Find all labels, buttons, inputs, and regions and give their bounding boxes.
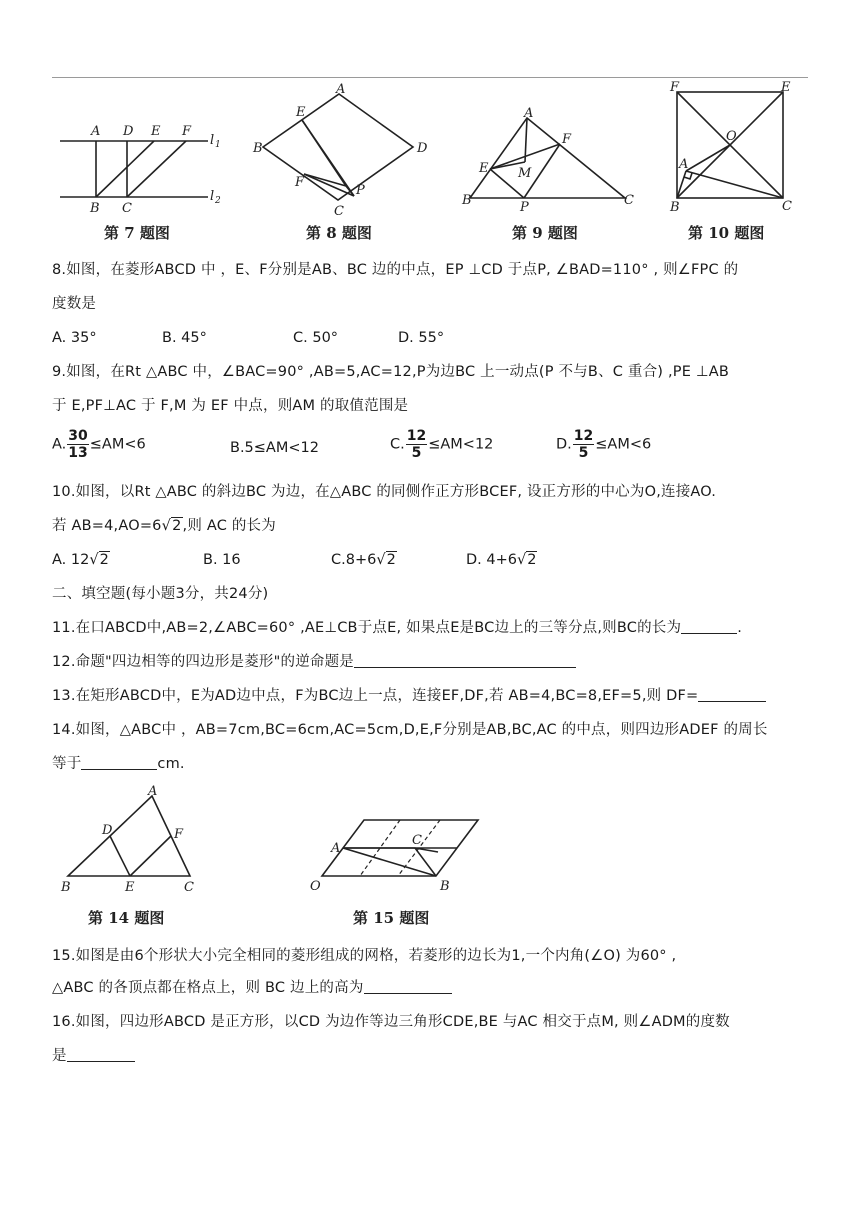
q10-option-b: B. 16 — [203, 552, 241, 568]
figure-10 — [664, 76, 804, 246]
q9-option-a-numerator: 30 — [68, 428, 88, 444]
fig7-label-F: F — [182, 124, 192, 139]
figure-8 — [250, 82, 440, 246]
fig9-caption: 第 9 题图 — [512, 224, 578, 242]
fig9-label-P: P — [520, 200, 529, 215]
q14-line-2-prefix: 等于 — [52, 756, 82, 772]
q10-option-a-prefix: A. 12 — [52, 552, 90, 568]
q10-option-a-radicand: 2 — [99, 552, 109, 568]
fig8-label-F: F — [295, 175, 305, 190]
q11-answer-blank — [681, 619, 737, 634]
fig7-label-C: C — [122, 201, 132, 216]
fig10-label-B: B — [670, 200, 680, 215]
fig7-label-D: D — [123, 124, 134, 139]
fig10-label-E: E — [781, 80, 791, 95]
fig14-label-E: E — [125, 880, 135, 895]
q9-option-c-suffix: ≤AM<12 — [428, 436, 494, 453]
q8-option-a: A. 35° — [52, 330, 97, 346]
q9-option-b: B.5≤AM<12 — [230, 440, 319, 456]
fig14-label-B: B — [61, 880, 71, 895]
q9-option-a-suffix: ≤AM<6 — [89, 436, 146, 453]
q10-line-2 — [52, 516, 276, 536]
fig15-label-A: A — [331, 841, 341, 856]
fig9-label-C: C — [624, 193, 634, 208]
q9-option-d-prefix: D. — [556, 436, 572, 453]
q12-answer-blank — [354, 653, 576, 668]
fig7-label-l1-sub: 1 — [215, 140, 221, 150]
q15-line-2 — [52, 978, 452, 998]
q10-option-c-prefix: C.8+6 — [331, 552, 377, 568]
figure-14 — [58, 782, 208, 932]
fig15-label-C: C — [412, 833, 422, 848]
fig8-label-B: B — [253, 141, 263, 156]
fig10-label-F: F — [670, 80, 680, 95]
q9-option-c-numerator: 12 — [406, 428, 427, 444]
q10-line-1: 10.如图，以Rt △ABC 的斜边BC 为边，在△ABC 的同侧作正方形BCEF, 设正方形的中心为O,连接AO. — [52, 484, 717, 500]
q10-option-d-prefix: D. 4+6 — [466, 552, 517, 568]
fig8-label-C: C — [334, 204, 344, 219]
q16-answer-blank — [67, 1047, 135, 1062]
figure-15 — [300, 808, 490, 932]
q15-answer-blank — [364, 979, 452, 994]
q10-line-2-sqrt: √2 — [161, 518, 182, 534]
q10-line-2-prefix: 若 AB=4,AO=6 — [52, 518, 162, 534]
q9-option-c-prefix: C. — [390, 436, 405, 453]
q11-end: . — [737, 620, 743, 636]
q8-option-c: C. 50° — [293, 330, 339, 346]
fig15-label-O: O — [310, 879, 321, 894]
fig10-label-A: A — [679, 157, 689, 172]
q9-option-a-prefix: A. — [52, 436, 67, 453]
q14-line-1: 14.如图，△ABC中 ，AB=7cm,BC=6cm,AC=5cm,D,E,F分别是AB,BC,AC 的中点，则四边形ADEF 的周长 — [52, 722, 768, 738]
q9-option-d-numerator: 12 — [573, 428, 594, 444]
q11-text: 11.在口ABCD中,AB=2,∠ABC=60° ,AE⊥CB于点E, 如果点E是BC边上的三等分点,则BC的长为 — [52, 620, 682, 636]
q14-line-2 — [52, 754, 185, 774]
q13-text: 13.在矩形ABCD中，E为AD边中点，F为BC边上一点，连接EF,DF,若 AB=4,BC=8,EF=5,则 DF= — [52, 688, 699, 704]
fig9-label-M: M — [518, 166, 532, 181]
fig8-label-E: E — [296, 105, 306, 120]
fig8-label-D: D — [417, 141, 428, 156]
q8-option-b: B. 45° — [162, 330, 207, 346]
q14-line-2-suffix: cm. — [157, 756, 185, 772]
q16-line-2-text: 是 — [52, 1048, 67, 1064]
q10-option-a-sqrt: √2 — [89, 552, 109, 568]
fig9-label-A: A — [524, 106, 534, 121]
q15-line-2-text: △ABC 的各顶点都在格点上，则 BC 边上的高为 — [52, 980, 364, 996]
q15-line-1: 15.如图是由6个形状大小完全相同的菱形组成的网格，若菱形的边长为1,一个内角(∠O) 为60° , — [52, 948, 677, 964]
q8-option-d: D. 55° — [398, 330, 445, 346]
q10-option-d-radicand: 2 — [527, 552, 537, 568]
fig9-label-B: B — [462, 193, 472, 208]
q16-line-2 — [52, 1046, 135, 1066]
q10-option-c — [331, 550, 397, 570]
fig7-label-l2: l — [210, 189, 215, 204]
fig7-label-A: A — [91, 124, 101, 139]
fig14-label-C: C — [184, 880, 194, 895]
fig15-caption: 第 15 题图 — [353, 909, 430, 927]
q12-line — [52, 652, 576, 672]
fig14-label-D: D — [102, 823, 113, 838]
fig9-label-E: E — [479, 161, 489, 176]
q8-line-1: 8.如图，在菱形ABCD 中 ，E、F分别是AB、BC 边的中点，EP ⊥CD 于点P, ∠BAD=110° , 则∠FPC 的 — [52, 262, 739, 278]
q16-line-1: 16.如图，四边形ABCD 是正方形，以CD 为边作等边三角形CDE,BE 与AC 相交于点M, 则∠ADM的度数 — [52, 1014, 730, 1030]
q9-option-a — [52, 428, 146, 461]
q13-answer-blank — [698, 687, 766, 702]
q10-option-d — [466, 550, 537, 570]
q10-option-d-sqrt: √2 — [516, 552, 537, 568]
fig7-label-l2-sub: 2 — [215, 196, 221, 206]
fig10-caption: 第 10 题图 — [688, 224, 765, 242]
q10-option-a — [52, 550, 110, 570]
q9-option-d-suffix: ≤AM<6 — [595, 436, 652, 453]
fig10-label-C: C — [782, 199, 792, 214]
figure-9 — [458, 106, 648, 246]
q9-option-a-denominator: 13 — [68, 445, 88, 461]
q9-line-2: 于 E,PF⊥AC 于 F,M 为 EF 中点，则AM 的取值范围是 — [52, 398, 409, 414]
q12-text: 12.命题"四边相等的四边形是菱形"的逆命题是 — [52, 654, 354, 670]
q8-line-2: 度数是 — [52, 296, 97, 312]
section-2-heading: 二、填空题(每小题3分，共24分) — [52, 586, 269, 602]
fig8-label-A: A — [336, 82, 346, 97]
fig7-caption: 第 7 题图 — [104, 224, 170, 242]
q9-option-c-fraction — [406, 428, 427, 461]
q10-line-2-radicand: 2 — [172, 518, 182, 534]
fig8-label-P: P — [356, 183, 365, 198]
q10-option-c-radicand: 2 — [386, 552, 396, 568]
fig15-label-B: B — [440, 879, 450, 894]
fig14-caption: 第 14 题图 — [88, 909, 165, 927]
figure-7 — [58, 86, 228, 246]
q14-answer-blank — [81, 755, 157, 770]
q11-line — [52, 618, 742, 638]
q9-option-d-denominator: 5 — [578, 445, 589, 461]
q9-line-1: 9.如图，在Rt △ABC 中，∠BAC=90° ,AB=5,AC=12,P为边BC 上一动点(P 不与B、C 重合) ,PE ⊥AB — [52, 364, 729, 380]
q10-option-c-sqrt: √2 — [376, 552, 396, 568]
q9-option-c — [390, 428, 493, 461]
q9-option-d — [556, 428, 651, 461]
q10-line-2-suffix: ,则 AC 的长为 — [182, 518, 276, 534]
q9-option-a-fraction — [67, 428, 88, 461]
fig7-label-l1: l — [210, 133, 215, 148]
fig9-label-F: F — [562, 132, 572, 147]
fig7-label-E: E — [151, 124, 161, 139]
fig7-label-B: B — [90, 201, 100, 216]
q13-line — [52, 686, 766, 706]
q9-option-d-fraction — [573, 428, 594, 461]
q9-option-c-denominator: 5 — [411, 445, 422, 461]
fig14-label-A: A — [148, 784, 158, 799]
fig10-label-O: O — [726, 129, 737, 144]
fig8-caption: 第 8 题图 — [306, 224, 372, 242]
fig14-label-F: F — [174, 827, 184, 842]
